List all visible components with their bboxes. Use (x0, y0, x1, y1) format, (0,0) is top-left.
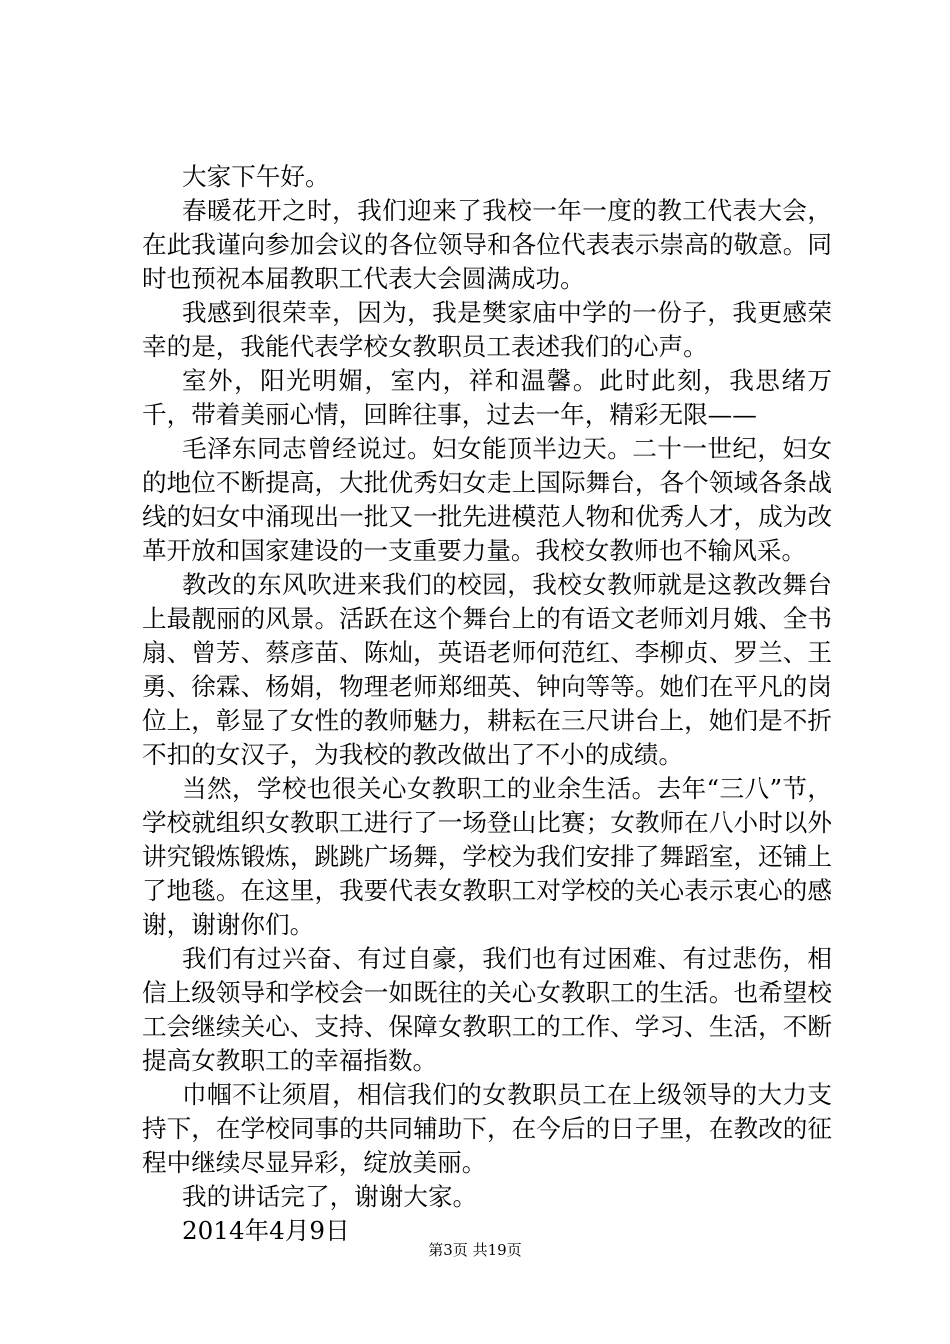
closing-paragraph: 我的讲话完了，谢谢大家。 (182, 1182, 478, 1211)
body-paragraph: 教改的东风吹进来我们的校园，我校女教师就是这教改舞台上最靓丽的风景。活跃在这个舞台上的有语文老师刘月娥、全书扇、曾芳、蔡彦苗、陈灿，英语老师何范红、李柳贞、罗兰、王勇、徐霖、杨娟，物理老师郑细英、钟向等等。她们在平凡的岗位上，彰显了女性的教师魅力，耕耘在三尺讲台上，她们是不折不扣的女汉子，为我校的教改做出了不小的成绩。 (142, 570, 832, 769)
date-line: 2014年4月9日 (182, 1216, 350, 1245)
body-paragraph: 毛泽东同志曾经说过。妇女能顶半边天。二十一世纪，妇女的地位不断提高，大批优秀妇女走上国际舞台，各个领域各条战线的妇女中涌现出一批又一批先进模范人物和优秀人才，成为改革开放和国家建设的一支重要力量。我校女教师也不输风采。 (142, 434, 832, 565)
body-paragraph: 当然，学校也很关心女教职工的业余生活。去年“三八”节，学校就组织女教职工进行了一场登山比赛；女教师在八小时以外讲究锻炼锻炼，跳跳广场舞，学校为我们安排了舞蹈室，还铺上了地毯。在这里，我要代表女教职工对学校的关心表示衷心的感谢，谢谢你们。 (142, 774, 832, 939)
body-paragraph: 春暖花开之时，我们迎来了我校一年一度的教工代表大会，在此我谨向参加会议的各位领导和各位代表表示崇高的敬意。同时也预祝本届教职工代表大会圆满成功。 (142, 196, 832, 293)
page-number-footer: 第3页 共19页 (428, 1241, 522, 1259)
greeting-paragraph: 大家下午好。 (182, 162, 330, 191)
body-paragraph: 室外，阳光明媚，室内，祥和温馨。此时此刻，我思绪万千，带着美丽心情，回眸往事，过去一年，精彩无限—— (142, 366, 832, 429)
body-paragraph: 我感到很荣幸，因为，我是樊家庙中学的一份子，我更感荣幸的是，我能代表学校女教职员工表述我们的心声。 (142, 298, 832, 361)
body-paragraph: 巾帼不让须眉，相信我们的女教职员工在上级领导的大力支持下，在学校同事的共同辅助下，在今后的日子里，在教改的征程中继续尽显异彩，绽放美丽。 (142, 1080, 832, 1177)
document-body (142, 160, 832, 1248)
body-paragraph: 我们有过兴奋、有过自豪，我们也有过困难、有过悲伤，相信上级领导和学校会一如既往的关心女教职工的生活。也希望校工会继续关心、支持、保障女教职工的工作、学习、生活，不断提高女教职工的幸福指数。 (142, 944, 832, 1075)
